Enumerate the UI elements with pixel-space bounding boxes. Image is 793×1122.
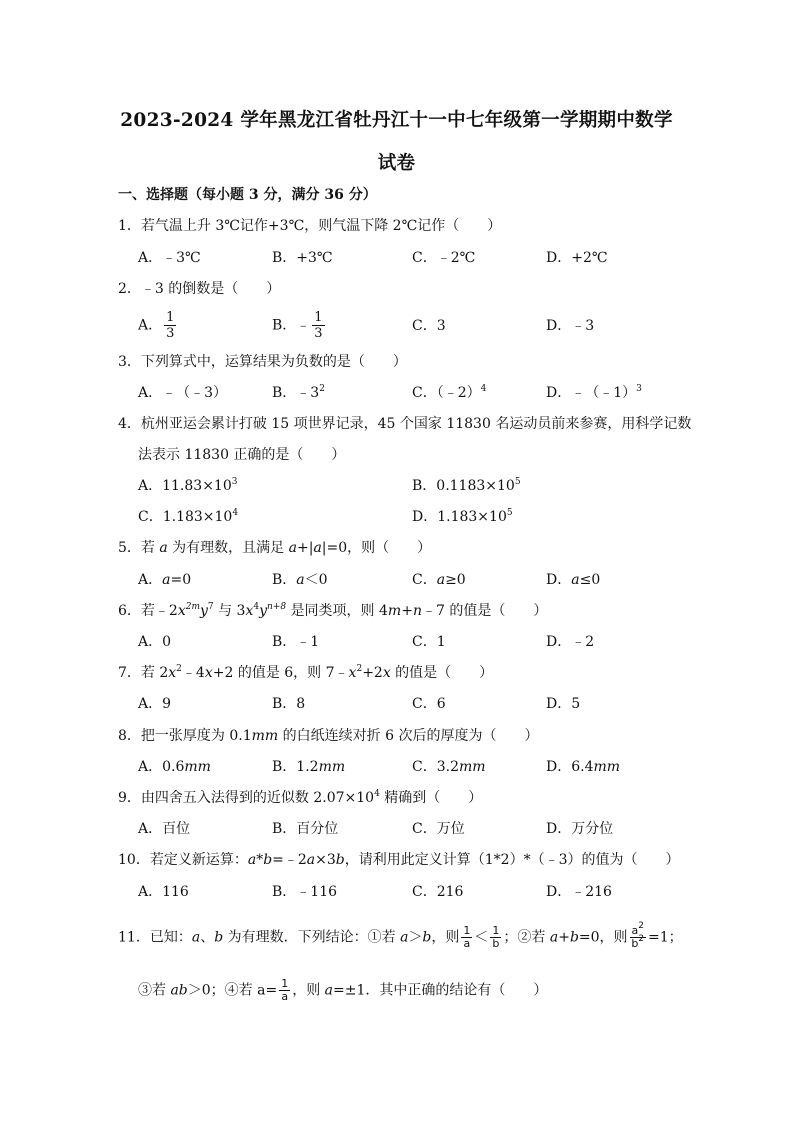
section-heading: 一、选择题（每小题 3 分，满分 36 分） xyxy=(118,187,377,203)
q5-option-b: B．a＜0 xyxy=(272,572,328,588)
q9-option-b: B．百分位 xyxy=(272,821,339,837)
question-3: 3．下列算式中，运算结果为负数的是（ ） xyxy=(118,354,407,370)
q5-option-d: D．a≤0 xyxy=(546,572,601,588)
q5-option-c: C．a≥0 xyxy=(412,572,466,588)
q6-option-d: D．﹣2 xyxy=(546,634,595,650)
question-11-cont: ③若 ab＞0；④若 a= $\frac{1}{a}$ ，则 a=±1．其中正确的结论有（ ） xyxy=(138,977,548,1003)
q1-option-b: B．+3℃ xyxy=(272,250,333,266)
q1-option-a: A．﹣3℃ xyxy=(138,250,201,266)
question-2: 2．﹣3 的倒数是（ ） xyxy=(118,281,281,297)
q3-option-a: A．﹣（﹣3） xyxy=(138,385,228,401)
question-10: 10．若定义新运算：a*b=﹣2a×3b，请利用此定义计算（1*2）*（﹣3）的值为（ ） xyxy=(118,852,680,868)
q2-option-b: B．﹣ $\frac{1}{3}$ xyxy=(272,310,323,341)
fraction: $\frac{1}{3}$ xyxy=(166,310,175,341)
page-title: 2023-2024 学年黑龙江省牡丹江十一中七年级第一学期期中数学 xyxy=(120,110,673,131)
q6-option-b: B．﹣1 xyxy=(272,634,320,650)
question-8: 8．把一张厚度为 0.1mm 的白纸连续对折 6 次后的厚度为（ ） xyxy=(118,728,539,744)
q9-option-c: C．万位 xyxy=(412,821,465,837)
q2-option-c: C．3 xyxy=(412,318,446,334)
q8-option-a: A．0.6mm xyxy=(138,759,211,775)
question-4-cont: 法表示 11830 正确的是（ ） xyxy=(138,447,346,463)
q4-option-d: D．$1.183\times 10^5$ xyxy=(412,508,513,525)
q8-option-c: C．3.2mm xyxy=(412,759,486,775)
question-11: 11．已知：a、b 为有理数．下列结论：①若 a＞b，则 $\frac{1}{a}$ ＜ $\frac{1}{b}$ ；②若 a+b=0，则 $\frac{a^2}{b^2}$ =1； xyxy=(118,921,683,950)
q8-option-d: D．6.4mm xyxy=(546,759,621,775)
fraction: $\frac{1}{a}$ xyxy=(463,924,471,950)
question-6: 6．若$﹣2x^{2m}y^7$ 与 $3x^4y^{n+8}$ 是同类项，则 4m+n﹣7 的值是（ ） xyxy=(118,602,548,619)
q3-option-c: C．（﹣2）$^4$ xyxy=(412,384,487,401)
q9-option-d: D．万分位 xyxy=(546,821,614,837)
question-5: 5．若 a 为有理数，且满足 a+|a|=0，则（ ） xyxy=(118,540,432,556)
q7-option-a: A．9 xyxy=(138,696,172,712)
q6-option-a: A．0 xyxy=(138,634,172,650)
q8-option-b: B．1.2mm xyxy=(272,759,346,775)
q3-option-d: D．﹣（﹣1）$^3$ xyxy=(546,384,642,401)
q6-option-c: C．1 xyxy=(412,634,446,650)
q10-option-a: A．116 xyxy=(138,884,189,900)
fraction: $\frac{1}{a}$ xyxy=(281,977,289,1003)
page-title-line2: 试卷 xyxy=(377,153,416,174)
q5-option-a: A．a=0 xyxy=(138,572,192,588)
q3-option-b: B．$﹣3^2$ xyxy=(272,384,325,401)
fraction: $\frac{a^2}{b^2}$ xyxy=(631,921,645,950)
fraction: $\frac{1}{3}$ xyxy=(314,310,323,341)
q10-option-b: B．﹣116 xyxy=(272,884,338,900)
q2-option-d: D．﹣3 xyxy=(546,318,595,334)
q10-option-c: C．216 xyxy=(412,884,464,900)
q9-option-a: A．百位 xyxy=(138,821,191,837)
q4-option-b: B．$0.1183\times 10^5$ xyxy=(412,477,521,494)
question-4: 4．杭州亚运会累计打破 15 项世界记录，45 个国家 11830 名运动员前来参赛，用科学记数 xyxy=(118,416,692,432)
q1-option-c: C．﹣2℃ xyxy=(412,250,476,266)
question-7: 7．若 $2x^2﹣4x+2$ 的值是 6，则 $7﹣x^2+2x$ 的值是（ ） xyxy=(118,664,494,681)
q4-option-c: C．$1.183\times 10^4$ xyxy=(138,508,239,525)
question-9: 9．由四舍五入法得到的近似数 $2.07\times 10^4$ 精确到（ ） xyxy=(118,789,483,806)
q7-option-c: C．6 xyxy=(412,696,446,712)
q10-option-d: D．﹣216 xyxy=(546,884,612,900)
fraction: $\frac{1}{b}$ xyxy=(492,924,500,950)
q7-option-d: D．5 xyxy=(546,696,581,712)
q4-option-a: A．$11.83\times 10^3$ xyxy=(138,477,238,494)
q7-option-b: B．8 xyxy=(272,696,306,712)
question-1: 1．若气温上升 3℃记作+3℃，则气温下降 2℃记作（ ） xyxy=(118,218,502,234)
q1-option-d: D．+2℃ xyxy=(546,250,608,266)
q2-option-a: A． $\frac{1}{3}$ xyxy=(138,310,175,341)
